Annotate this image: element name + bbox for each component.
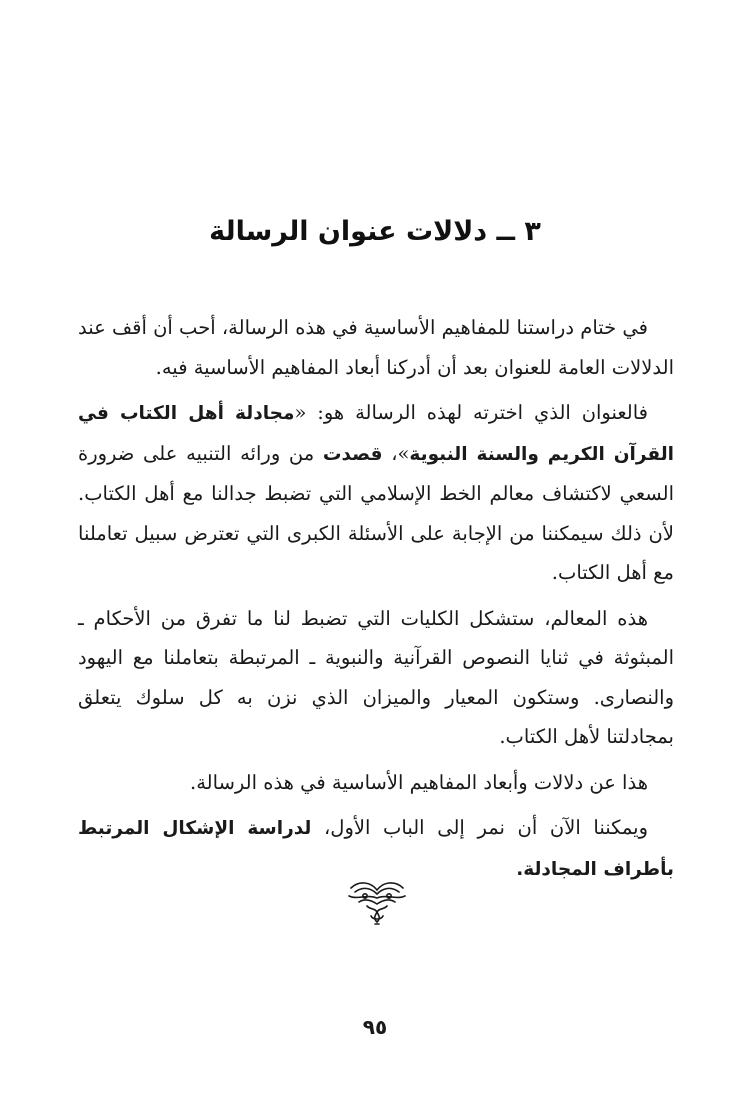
paragraph-2 [78,393,674,593]
paragraph-2-start: فالعنوان الذي اخترته لهذه الرسالة هو: « [294,401,648,424]
page-number: ٩٥ [362,1015,388,1039]
message-title: مجادلة أهل الكتاب في القرآن الكريم والسنة النبوية [78,403,674,465]
body-text [78,308,674,895]
section-heading: ٣ ــ دلالات عنوان الرسالة [209,216,541,247]
paragraph-5-start: ويمكننا الآن أن نمر إلى الباب الأول، [311,816,648,839]
paragraph-3: هذه المعالم، ستشكل الكليات التي تضبط لنا ما تفرق من الأحكام ـ المبثوثة في ثنايا النصوص القرآنية والنبوية ـ المرتبطة بتعاملنا مع اليهود والنصارى. وستكون المعيار والميزان الذي نزن به كل سلوك يتعلق بمجادلتنا لأهل الكتاب. [78,606,674,748]
paragraph-5-bold: لدراسة الإشكال المرتبط بأطراف المجادلة. [78,818,674,880]
paragraph-1: في ختام دراستنا للمفاهيم الأساسية في هذه الرسالة، أحب أن أقف عند الدلالات العامة للعنوان بعد أن أدركنا أبعاد المفاهيم الأساسية فيه. [78,316,674,379]
paragraph-4: هذا عن دلالات وأبعاد المفاهيم الأساسية في هذه الرسالة. [190,770,648,794]
ornament-flourish-icon [345,876,409,930]
paragraph-2-bold-word: قصدت [322,443,383,465]
paragraph-2-end: من ورائه التنبيه على ضرورة السعي لاكتشاف معالم الخط الإسلامي التي تضبط جدالنا مع أهل الكتاب. لأن ذلك سيمكننا من الإجابة على الأسئلة الكبرى التي تعترض سبيل تعاملنا مع أهل الكتاب. [78,441,674,584]
paragraph-2-quote-close: »، [382,441,410,465]
